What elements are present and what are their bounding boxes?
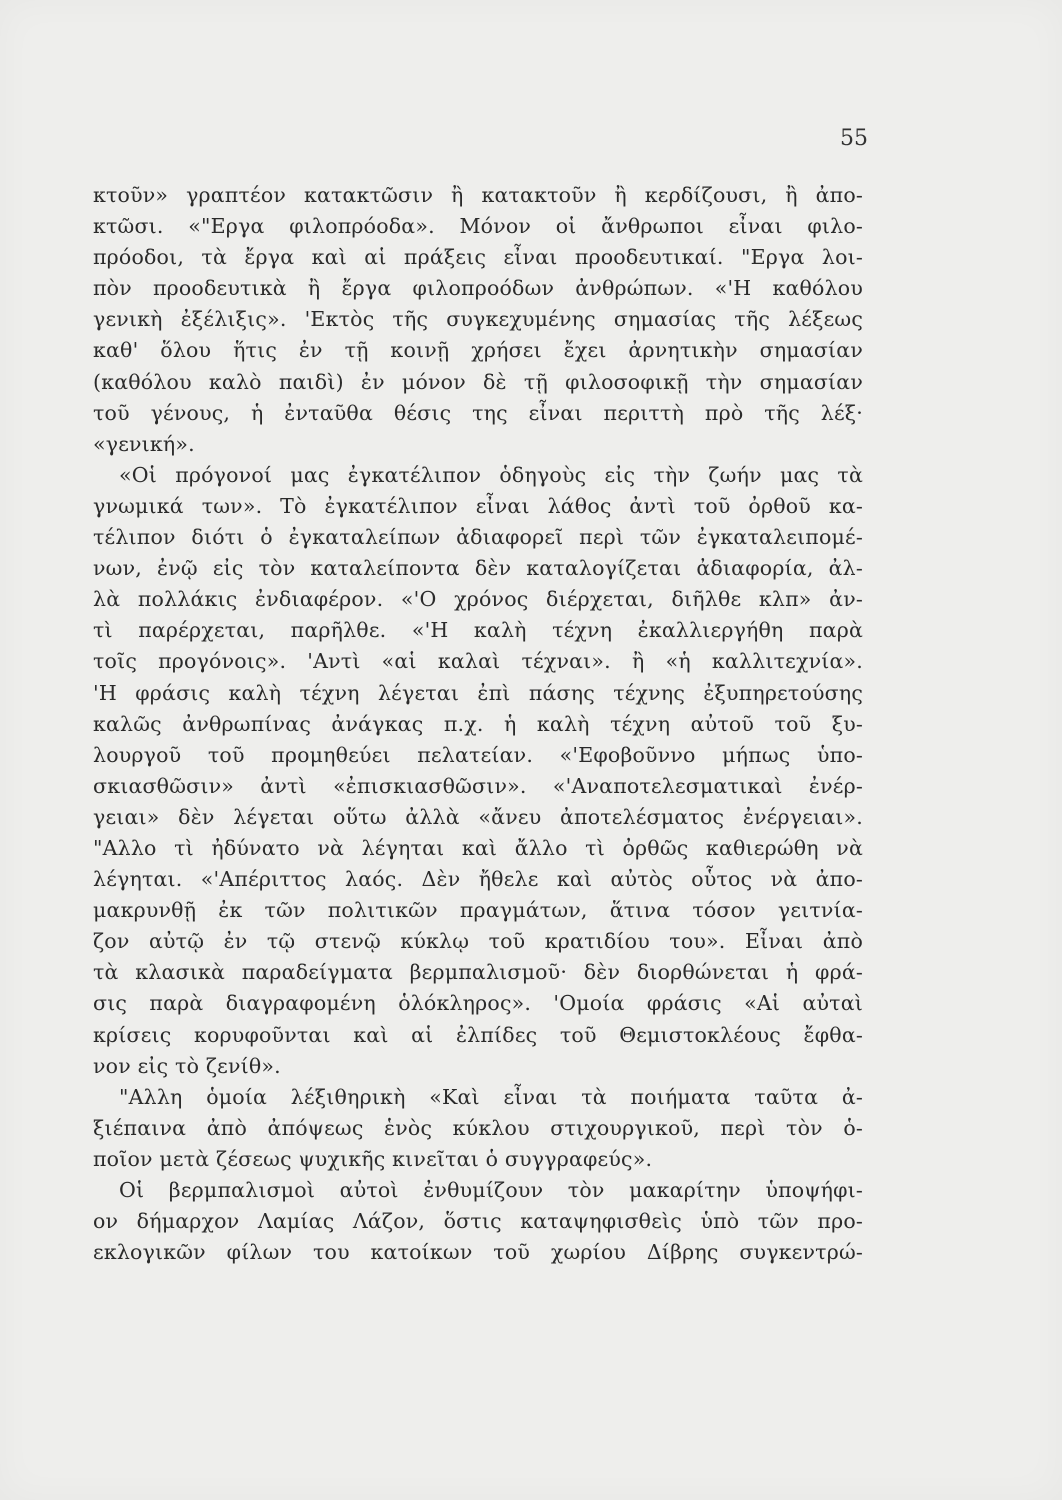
text-line: σκιασθῶσιν» ἀντὶ «ἐπισκιασθῶσιν». «'Αναποτελεσματικαὶ ἐνέρ- xyxy=(93,773,863,798)
text-line: πὸν προοδευτικὰ ἢ ἔργα φιλοπροόδων ἀνθρώπων. «'Η καθόλου xyxy=(93,276,863,301)
text-line: λὰ πολλάκις ἐνδιαφέρον. «'Ο χρόνος διέρχεται, διῆλθε κλπ» ἀν- xyxy=(93,587,863,612)
text-line: εκλογικῶν φίλων του κατοίκων τοῦ χωρίου Δίβρης συγκεντρώ- xyxy=(93,1240,863,1265)
page-number: 55 xyxy=(840,126,868,151)
text-line: γενικὴ ἐξέλιξις». 'Εκτὸς τῆς συγκεχυμένης σημασίας τῆς λέξεως xyxy=(93,307,863,332)
text-line: τέλιπον διότι ὁ ἐγκαταλείπων ἀδιαφορεῖ περὶ τῶν ἐγκαταλειπομέ- xyxy=(93,525,863,550)
text-line: κρίσεις κορυφοῦνται καὶ αἱ ἐλπίδες τοῦ Θεμιστοκλέους ἔφθα- xyxy=(93,1022,863,1047)
text-line: τὶ παρέρχεται, παρῆλθε. «'Η καλὴ τέχνη ἐκαλλιεργήθη παρὰ xyxy=(93,618,863,643)
paragraph-start-line: Οἱ βερμπαλισμοὶ αὐτοὶ ἐνθυμίζουν τὸν μακαρίτην ὑποψήφι- xyxy=(119,1178,863,1202)
text-line: νων, ἐνῷ εἰς τὸν καταλείποντα δὲν καταλογίζεται ἀδιαφορία, ἀλ- xyxy=(93,556,863,581)
text-line: σις παρὰ διαγραφομένη ὁλόκληρος». 'Ομοία φράσις «Αἱ αὐταὶ xyxy=(93,991,863,1016)
text-line: «γενική». xyxy=(93,431,195,456)
paragraph-start-line: "Αλλη ὁμοία λέξιθηρικὴ «Καὶ εἶναι τὰ ποιήματα ταῦτα ἀ- xyxy=(119,1084,863,1109)
text-line: μακρυνθῇ ἐκ τῶν πολιτικῶν πραγμάτων, ἅτινα τόσον γειτνία- xyxy=(93,898,863,923)
text-body xyxy=(93,180,863,1268)
text-line: (καθόλου καλὸ παιδὶ) ἐν μόνον δὲ τῇ φιλοσοφικῇ τὴν σημασίαν xyxy=(93,369,863,394)
text-line: κτῶσι. «"Εργα φιλοπρόοδα». Μόνον οἱ ἄνθρωποι εἶναι φιλο- xyxy=(93,214,863,239)
text-line: ζον αὐτῷ ἐν τῷ στενῷ κύκλῳ τοῦ κρατιδίου του». Εἶναι ἀπὸ xyxy=(93,929,863,954)
text-line: ξιέπαινα ἀπὸ ἀπόψεως ἑνὸς κύκλου στιχουργικοῦ, περὶ τὸν ὁ- xyxy=(93,1115,863,1140)
text-line: 'Η φράσις καλὴ τέχνη λέγεται ἐπὶ πάσης τέχνης ἐξυπηρετούσης xyxy=(93,680,863,705)
text-line: γειαι» δὲν λέγεται οὕτω ἀλλὰ «ἄνευ ἀποτελέσματος ἐνέργειαι». xyxy=(93,804,863,829)
text-line: ον δήμαρχον Λαμίας Λάζον, ὅστις καταψηφισθεὶς ὑπὸ τῶν προ- xyxy=(93,1209,863,1234)
text-line: τὰ κλασικὰ παραδείγματα βερμπαλισμοῦ· δὲν διορθώνεται ἡ φρά- xyxy=(93,960,863,985)
text-line: νον εἰς τὸ ζενίθ». xyxy=(93,1053,281,1078)
text-line: λουργοῦ τοῦ προμηθεύει πελατείαν. «'Εφοβοῦννο μήπως ὑπο- xyxy=(93,742,863,767)
text-line: καθ' ὅλου ἥτις ἐν τῇ κοινῇ χρήσει ἔχει ἀρνητικὴν σημασίαν xyxy=(93,338,863,363)
text-line: λέγηται. «'Απέριττος λαός. Δὲν ἤθελε καὶ αὐτὸς οὗτος νὰ ἀπο- xyxy=(93,867,863,892)
text-line: κτοῦν» γραπτέον κατακτῶσιν ἢ κατακτοῦν ἢ κερδίζουσι, ἢ ἀπο- xyxy=(93,183,863,207)
text-line: πρόοδοι, τὰ ἔργα καὶ αἱ πράξεις εἶναι προοδευτικαί. "Εργα λοι- xyxy=(93,245,863,270)
text-line: γνωμικά των». Τὸ ἐγκατέλιπον εἶναι λάθος ἀντὶ τοῦ ὀρθοῦ κα- xyxy=(93,493,863,518)
text-line: καλῶς ἀνθρωπίνας ἀνάγκας π.χ. ἡ καλὴ τέχνη αὐτοῦ τοῦ ξυ- xyxy=(93,711,863,736)
text-line: τοῦ γένους, ἡ ἐνταῦθα θέσις της εἶναι περιττὴ πρὸ τῆς λέξ· xyxy=(93,400,863,425)
text-line: ποῖον μετὰ ζέσεως ψυχικῆς κινεῖται ὁ συγγραφεύς». xyxy=(93,1146,653,1171)
paragraph-start-line: «Οἱ πρόγονοί μας ἐγκατέλιπον ὁδηγοὺς εἰς τὴν ζωήν μας τὰ xyxy=(119,462,863,487)
text-line: τοῖς προγόνοις». 'Αντὶ «αἱ καλαὶ τέχναι». ἢ «ἡ καλλιτεχνία». xyxy=(93,649,863,674)
text-line: "Αλλο τὶ ἠδύνατο νὰ λέγηται καὶ ἄλλο τὶ ὀρθῶς καθιερώθη νὰ xyxy=(93,835,863,860)
